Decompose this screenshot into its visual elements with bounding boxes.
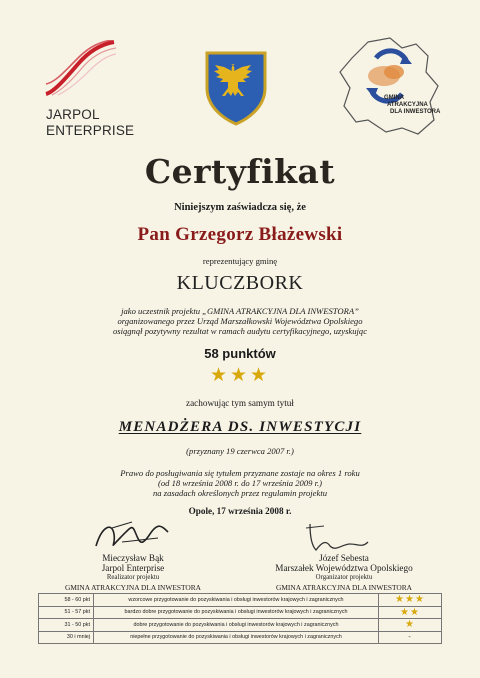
certificate-title: Certyfikat (144, 152, 336, 191)
left-signatory-role: Realizator projektu (106, 574, 160, 581)
body-line-3: osiągnął pozytywny rezultat w ramach audytu certyfikacyjnego, uzyskując (112, 326, 368, 336)
table-row (39, 594, 442, 607)
legend-range: 51 - 57 pkt (39, 606, 94, 619)
gmina-logo-line3: DLA INWESTORA (390, 109, 441, 115)
left-signatory-name: Mieczysław Bąk (102, 553, 164, 563)
right-signatory-role: Organizator projektu (315, 574, 373, 581)
left-signatory (58, 553, 208, 593)
municipality-name: KLUCZBORK (176, 272, 304, 294)
legend-stars: ★★ (379, 606, 442, 619)
right-signatory-project: GMINA ATRAKCYJNA DLA INWESTORA (276, 583, 412, 592)
gmina-logo-text (384, 95, 440, 116)
body-line-2: organizowanego przez Urząd Marszałkowski Województwa Opolskiego (117, 316, 363, 326)
validity-line-2: (od 18 września 2008 r. do 17 września 2009 r.) (157, 478, 322, 488)
intro-text: Niniejszym zaświadcza się, że (174, 202, 306, 213)
place-date: Opole, 17 września 2008 r. (188, 506, 292, 516)
table-row (39, 606, 442, 619)
validity-text (0, 468, 480, 498)
gmina-logo-line2: ATRAKCYJNA (387, 102, 428, 108)
representing-text: reprezentujący gminę (202, 256, 278, 266)
granted-date: (przyznany 19 czerwca 2007 r.) (186, 446, 294, 456)
jarpol-logo-line1: JARPOL (46, 107, 100, 122)
table-row (39, 619, 442, 632)
jarpol-logo-line2: ENTERPRISE (46, 123, 135, 138)
award-title: MENADŻERA DS. INWESTYCJI (118, 419, 362, 435)
legend-range: 30 i mniej (39, 631, 94, 644)
gmina-map-logo (338, 36, 440, 136)
legend-description: wzorcowe przygotowanie do pozyskiwania i obsługi inwestorów krajowych i zagranicznych (94, 594, 379, 607)
body-line-1: jako uczestnik projektu „GMINA ATRAKCYJNA DLA INWESTORA” (121, 306, 359, 316)
right-signatory-name: Józef Sebesta (319, 553, 369, 563)
left-signatory-project: GMINA ATRAKCYJNA DLA INWESTORA (65, 583, 201, 592)
right-signatory (262, 553, 426, 593)
title-intro-text: zachowując tym samym tytuł (186, 398, 294, 408)
validity-line-3: na zasadach określonych przez regulamin projektu (153, 488, 327, 498)
validity-line-1: Prawo do posługiwania się tytułem przyznane zostaje na okres 1 roku (120, 468, 360, 478)
jarpol-logo-text (46, 107, 134, 139)
legend-stars: ★★★ (379, 594, 442, 607)
participation-text (0, 306, 480, 336)
legend-stars: ★ (379, 619, 442, 632)
recipient-name: Pan Grzegorz Błażewski (137, 224, 343, 245)
right-signature (302, 518, 372, 556)
legend-description: niepełne przygotowanie do pozyskiwania i obsługi inwestorów krajowych i zagranicznych (94, 631, 379, 644)
scoring-legend-table (38, 593, 442, 644)
legend-range: 58 - 60 pkt (39, 594, 94, 607)
legend-description: dobre przygotowanie do pozyskiwania i obsługi inwestorów krajowych i zagranicznych (94, 619, 379, 632)
legend-range: 31 - 50 pkt (39, 619, 94, 632)
left-signature (92, 516, 172, 556)
jarpol-logo-waves (44, 40, 116, 96)
opole-coat-of-arms (204, 50, 268, 126)
gmina-logo-line1: GMINA (384, 95, 404, 101)
legend-description: bardzo dobre przygotowanie do pozyskiwania i obsługi inwestorów krajowych i zagranicznych (94, 606, 379, 619)
legend-stars: - (379, 631, 442, 644)
table-row (39, 631, 442, 644)
right-signatory-org: Marszałek Województwa Opolskiego (275, 563, 413, 573)
points-score: 58 punktów (204, 346, 276, 361)
rating-stars: ★★★ (209, 365, 271, 386)
left-signatory-org: Jarpol Enterprise (101, 563, 165, 573)
